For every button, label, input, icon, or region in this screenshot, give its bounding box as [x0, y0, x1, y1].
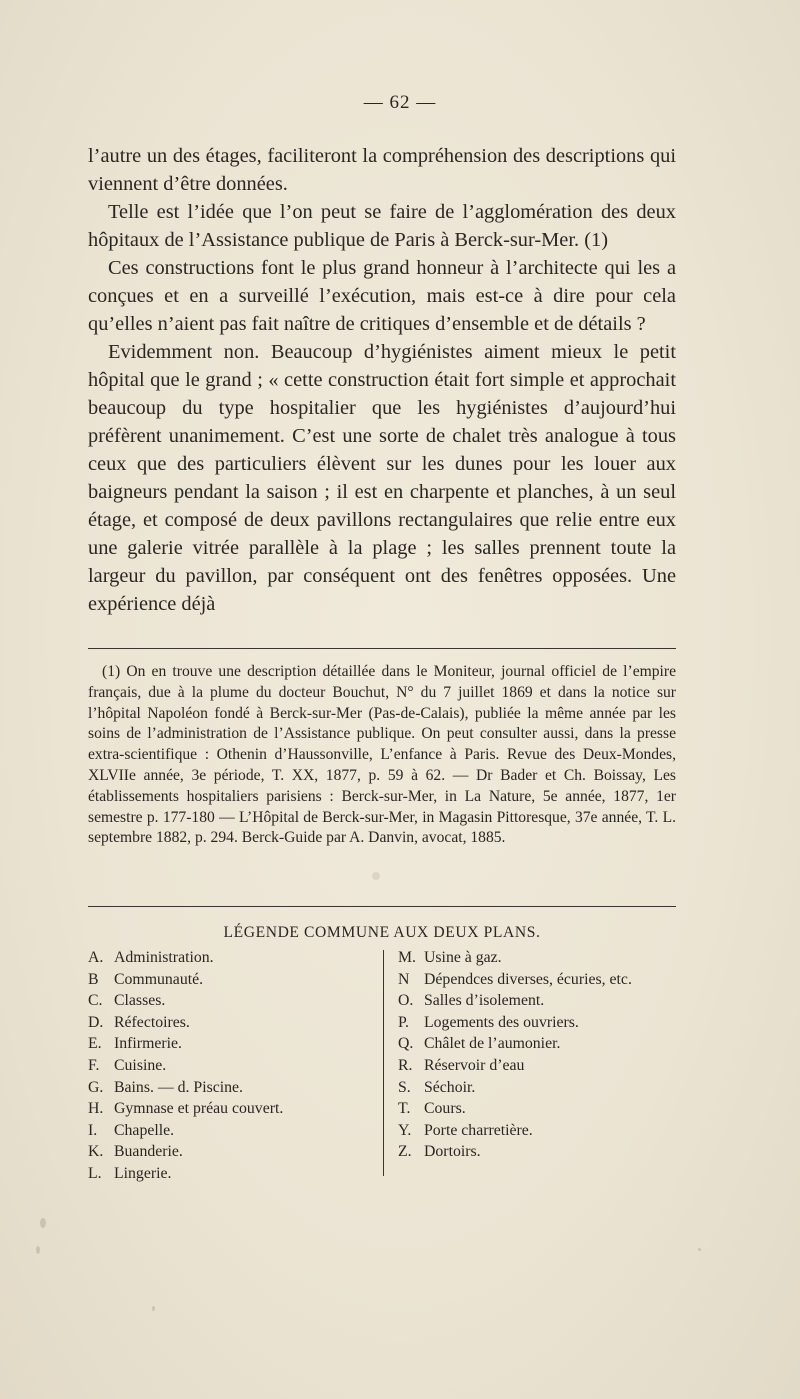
footnote-text: (1) On en trouve une description détaillée dans le Moniteur, journal officiel de l’empire français, due à la plume du docteur Bouchut, N° du 7 juillet 1869 et dans la notice sur l’hôpital Napoléon fondé à Berck-sur-Mer (Pas-de-Calais), publiée la même année par les soins de l’administration de l’Assistance publique. On peut consulter aussi, dans la presse extra-scientifique : Othenin d’Haussonville, L’enfance à Paris. Revue des Deux-Mondes, XLVIIe année, 3e période, T. XX, 1877, p. 59 à 62. — Dr Bader et Ch. Boissay, Les établissements hospitaliers parisiens : Berck-sur-Mer, in La Nature, 5e année, 1877, 1er semestre p. 177-180 — L’Hôpital de Berck-sur-Mer, in Magasin Pittoresque, 37e année, T. L. septembre 1882, p. 294. Berck-Guide par A. Danvin, avocat, 1885.: [88, 663, 676, 847]
paper-speck: [40, 1218, 46, 1228]
paper-speck: [152, 1306, 155, 1311]
legend-key: N: [398, 970, 410, 988]
legend-item: [88, 969, 374, 991]
paper-speck: [698, 1248, 701, 1251]
legend-key: F.: [88, 1056, 100, 1074]
legend-label: Gymnase et préau couvert.: [114, 1100, 284, 1118]
footnote: [88, 662, 676, 849]
legend-right-column: [398, 947, 682, 1163]
legend-item: [398, 1033, 682, 1055]
legend-label: Salles d’isolement.: [424, 992, 545, 1010]
page-number: — 62 —: [363, 92, 437, 113]
legend-item: [88, 990, 374, 1012]
legend-key: C.: [88, 992, 103, 1010]
legend-title: LÉGENDE COMMUNE AUX DEUX PLANS.: [223, 924, 541, 941]
legend-label: Porte charretière.: [424, 1121, 533, 1139]
legend-key: H.: [88, 1100, 104, 1118]
legend-item: [88, 1077, 374, 1099]
legend-item: [398, 1120, 682, 1142]
legend-key: R.: [398, 1056, 413, 1074]
legend-item: [88, 1120, 374, 1142]
legend-key: M.: [398, 949, 416, 966]
legend-item: [398, 947, 682, 969]
legend-column-divider: [383, 950, 384, 1176]
footnote-separator: [88, 648, 676, 649]
legend-item: [88, 1141, 374, 1163]
legend-item: [398, 1077, 682, 1099]
legend-item: [398, 990, 682, 1012]
legend-label: Chapelle.: [114, 1121, 175, 1139]
paper-speck: [372, 872, 380, 880]
legend-label: Infirmerie.: [114, 1035, 182, 1053]
legend-key: Y.: [398, 1121, 412, 1139]
legend-key: K.: [88, 1143, 104, 1161]
legend-label: Logements des ouvriers.: [424, 1013, 579, 1031]
legend-separator: [88, 906, 676, 907]
legend-item: [88, 1055, 374, 1077]
legend-item: [398, 1012, 682, 1034]
legend-key: Q.: [398, 1035, 414, 1053]
legend-key: G.: [88, 1078, 104, 1096]
legend-label: Cours.: [424, 1100, 466, 1118]
legend-key: T.: [398, 1100, 411, 1118]
legend-item: [398, 1098, 682, 1120]
body-text: [88, 142, 676, 618]
legend-key: D.: [88, 1013, 104, 1031]
paragraph: Ces constructions font le plus grand honneur à l’architecte qui les a conçues et en a surveillé l’exécution, mais est-ce à dire pour cela qu’elles n’aient pas fait naître de critiques d’ensemble et de détails ?: [88, 257, 676, 335]
legend-label: Réfectoires.: [114, 1013, 190, 1031]
legend-label: Lingerie.: [114, 1164, 172, 1182]
legend-key: S.: [398, 1078, 411, 1096]
legend-label: Usine à gaz.: [424, 949, 502, 966]
legend-item: [88, 947, 374, 969]
paragraph: Telle est l’idée que l’on peut se faire de l’agglomération des deux hôpitaux de l’Assistance publique de Paris à Berck-sur-Mer. (1): [88, 201, 676, 251]
legend-label: Réservoir d’eau: [424, 1056, 525, 1074]
legend-key: L.: [88, 1164, 102, 1182]
legend-item: [88, 1098, 374, 1120]
legend-item: [398, 969, 682, 991]
legend-label: Cuisine.: [114, 1056, 167, 1074]
legend-label: Communauté.: [114, 970, 204, 988]
legend-label: Buanderie.: [114, 1143, 183, 1161]
paragraph: l’autre un des étages, faciliteront la compréhension des descriptions qui viennent d’être données.: [88, 145, 676, 195]
legend-item: [88, 1033, 374, 1055]
legend-key: E.: [88, 1035, 102, 1053]
legend-key: B: [88, 970, 99, 988]
legend-key: O.: [398, 992, 414, 1010]
paragraph: Evidemment non. Beaucoup d’hygiénistes aiment mieux le petit hôpital que le grand ; « cette construction était fort simple et approchait beaucoup du type hospitalier que les hygiénistes d’aujourd’hui préfèrent unanimement. C’est une sorte de chalet très analogue à tous ceux que des particuliers élèvent sur les dunes pour les louer aux baigneurs pendant la saison ; il est en charpente et planches, à un seul étage, et composé de deux pavillons rectangulaires que relie entre eux une galerie vitrée parallèle à la plage ; les salles prennent toute la largeur du pavillon, par conséquent ont des fenêtres opposées. Une expérience déjà: [88, 341, 676, 615]
legend-label: Bains. — d. Piscine.: [114, 1078, 244, 1096]
legend-label: Dépendces diverses, écuries, etc.: [424, 970, 632, 988]
legend-label: Dortoirs.: [424, 1143, 481, 1161]
legend-label: Administration.: [114, 949, 214, 966]
legend-label: Séchoir.: [424, 1078, 476, 1096]
paper-speck: [36, 1246, 40, 1254]
legend-key: Z.: [398, 1143, 412, 1161]
legend-item: [398, 1055, 682, 1077]
legend-key: I.: [88, 1121, 98, 1139]
legend-left-column: [88, 947, 374, 1185]
legend-key: A.: [88, 949, 104, 966]
legend-key: P.: [398, 1013, 409, 1031]
legend-item: [88, 1012, 374, 1034]
legend-item: [398, 1141, 682, 1163]
legend-label: Châlet de l’aumonier.: [424, 1035, 561, 1053]
legend-label: Classes.: [114, 992, 166, 1010]
legend-item: [88, 1163, 374, 1185]
